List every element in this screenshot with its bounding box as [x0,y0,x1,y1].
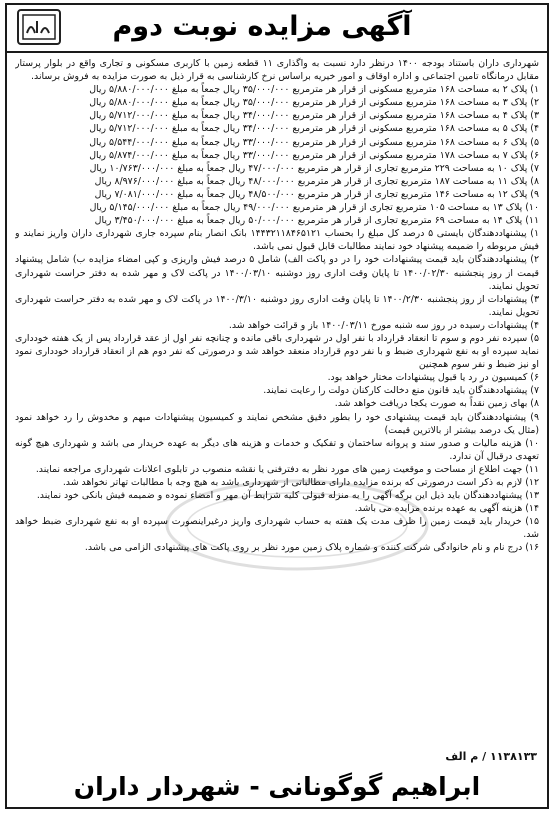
lot-item: ۴) پلاک ۵ به مساحت ۱۶۸ مترمربع مسکونی از قرار هر مترمربع ۳۴/۰۰۰/۰۰۰ ریال جمعاً به مبلغ ۵/۷۱۲/۰۰۰/۰۰۰ ریال [89,123,539,135]
condition-item: ۹) پیشنهاددهندگان باید قیمت پیشنهادی خود را بطور دقیق مشخص نمایند و کمیسیون پیشنهادات مبهم و مخدوش را رد خواهد نمود (مثال یک درصد بیشتر از بالاترین قیمت) [15,411,539,436]
lot-item: ۱) پلاک ۲ به مساحت ۱۶۸ مترمربع مسکونی از قرار هر مترمربع ۳۵/۰۰۰/۰۰۰ ریال جمعاً به مبلغ ۵/۸۸۰/۰۰۰/۰۰۰ ریال [89,84,539,96]
condition-item: ۱۳) پیشنهاددهندگان باید ذیل این برگه آگهی را به منزله قبولی کلیه شرایط آن مهر و امضاء نموده و ضمیمه فیش بانکی خود نمایند. [36,490,539,502]
condition-item: ۱) پیشنهاددهندگان بایستی ۵ درصد کل مبلغ را بحساب ۱۴۴۳۲۱۱۸۴۶۵۱۲۱ بانک انصار بنام سپرده جاری شهرداری داران واریز نمایند و فیش مربوطه را ضمیمه پیشنهاد خود نمایند مطالبات قابل قبول نمی باشد. [15,228,539,253]
condition-item: ۸) بهای زمین نقداً به صورت یکجا دریافت خواهد شد. [334,398,539,410]
page-title: آگهی مزایده نوبت دوم [112,11,412,42]
lot-item: ۹) پلاک ۱۲ به مساحت ۱۴۶ مترمربع تجاری از قرار هر مترمربع ۴۸/۵۰۰/۰۰۰ ریال جمعاً به مبلغ ۷/۰۸۱/۰۰۰/۰۰۰ ریال [94,188,539,200]
lot-item: ۶) پلاک ۷ به مساحت ۱۷۸ مترمربع مسکونی از قرار هر مترمربع ۳۳/۰۰۰/۰۰۰ ریال جمعاً به مبلغ ۵/۸۷۴/۰۰۰/۰۰۰ ریال [89,149,539,161]
advertisement-body [15,57,539,743]
signature: ابراهیم گوگونانی - شهردار داران [73,772,481,801]
lot-item: ۲) پلاک ۳ به مساحت ۱۶۸ مترمربع مسکونی از قرار هر مترمربع ۳۵/۰۰۰/۰۰۰ ریال جمعاً به مبلغ ۵/۸۸۰/۰۰۰/۰۰۰ ریال [89,97,539,109]
lot-item: ۸) پلاک ۱۱ به مساحت ۱۸۷ مترمربع تجاری از قرار هر مترمربع ۴۸/۰۰۰/۰۰۰ ریال جمعاً به مبلغ ۸/۹۷۶/۰۰۰/۰۰۰ ریال [94,175,539,187]
lot-item: ۷) پلاک ۱۰ به مساحت ۲۲۹ مترمربع تجاری از قرار هر مترمربع ۴۷/۰۰۰/۰۰۰ ریال جمعاً به مبلغ ۱۰/۷۶۳/۰۰۰/۰۰۰ ریال [89,162,539,174]
lot-item: ۱۱) پلاک ۱۴ به مساحت ۶۹ مترمربع تجاری از قرار هر مترمربع ۵۰/۰۰۰/۰۰۰ ریال جمعاً به مبلغ ۳/۴۵۰/۰۰۰/۰۰۰ ریال [94,215,539,227]
condition-item: ۱۴) هزینه آگهی به عهده برنده مزایده می باشد. [354,503,539,515]
condition-item: ۱۶) درج نام و نام خانوادگی شرکت کننده و شماره پلاک زمین مورد نظر بر روی پاکت های پیشنهادی الزامی می باشد. [84,542,539,554]
municipality-emblem-icon [21,13,57,41]
condition-item: ۱۲) لازم به ذکر است درصورتی که برنده مزایده دارای مطالباتی از شهرداری باشد به هیچ وجه با مطالبات تهاتر نخواهد شد. [62,477,539,488]
condition-item: ۱۵) خریدار باید قیمت زمین را ظرف مدت یک هفته به حساب شهرداری واریز درغیراینصورت سپرده او به نفع شهرداری ضبط خواهد شد. [15,516,539,541]
advertisement-frame [5,3,549,809]
lot-item: ۳) پلاک ۴ به مساحت ۱۶۸ مترمربع مسکونی از قرار هر مترمربع ۳۴/۰۰۰/۰۰۰ ریال جمعاً به مبلغ ۵/۷۱۲/۰۰۰/۰۰۰ ریال [89,110,539,122]
condition-item: ۱۱) جهت اطلاع از مساحت و موقعیت زمین های مورد نظر به دفترفنی یا نقشه منصوب در تابلوی اعلانات شهرداری مراجعه نمایند. [35,463,539,475]
condition-item: ۵) سپرده نفر دوم و سوم تا انعقاد قرارداد با نفر اول در شهرداری باقی مانده و چنانچه نفر اول از عقد قرارداد پس از یک هفته خودداری نماید سپرده او به نفع شهرداری ضبط و با نفر دوم قرارداد منعقد خواهد شد و درصورتی که نفر دوم هم از انعقاد قرارداد خودداری نمود او نیز ضبط و نفر سوم همچنین [15,332,539,371]
condition-item: ۲) پیشنهاددهندگان باید قیمت پیشنهادات خود را در دو پاکت الف) شامل ۵ درصد فیش واریزی و کپی امضاء مزایده ب) شامل پیشنهاد قیمت از روز پنجشنبه ۱۴۰۰/۰۲/۳۰ تا پایان وقت اداری روز دوشنبه ۱۴۰۰/۰۳/۱۰ در پاکت لاک و مهر شده به دفتر حراست شهرداری تحویل نمایند. [15,254,539,292]
condition-item: ۱۰) هزینه مالیات و صدور سند و پروانه ساختمان و تفکیک و خدمات و هزینه های دیگر به عهده خریدار می باشد و شهرداری هیچ گونه تعهدی درقبال آن ندارد. [15,437,539,462]
header [7,5,547,53]
condition-item: ۶) کمیسیون در رد یا قبول پیشنهادات مختار خواهد بود. [327,372,539,384]
condition-item: ۴) پیشنهادات رسیده در روز سه شنبه مورخ ۱۴۰۰/۰۳/۱۱ باز و قرائت خواهد شد. [228,319,539,331]
condition-item: ۳) پیشنهادات از روز پنجشنبه ۱۴۰۰/۲/۳۰ تا پایان وقت اداری روز دوشنبه ۱۴۰۰/۳/۱۰ در پاکت لاک و مهر شده به دفتر حراست شهرداری تحویل نمایند. [15,293,539,318]
lot-item: ۱۰) پلاک ۱۳ به مساحت ۱۰۵ مترمربع تجاری از قرار هر مترمربع ۴۹/۰۰۰/۰۰۰ ریال جمعاً به مبلغ ۵/۱۴۵/۰۰۰/۰۰۰ ریال [89,202,539,214]
lot-item: ۵) پلاک ۶ به مساحت ۱۶۸ مترمربع مسکونی از قرار هر مترمربع ۳۳/۰۰۰/۰۰۰ ریال جمعاً به مبلغ ۵/۵۴۴/۰۰۰/۰۰۰ ریال [89,136,539,148]
municipality-logo [17,9,61,45]
intro-paragraph: شهرداری داران باستناد بودجه ۱۴۰۰ درنظر دارد نسبت به واگذاری ۱۱ قطعه زمین با کاربری مسکونی و تجاری واقع در بلوار پرستار مقابل درمانگاه تامین اجتماعی و اداره اوقاف و امور خیریه براساس نرخ کارشناسی به قرار ذیل به صورت مزایده به فروش برساند. [15,58,539,83]
reference-number: ۱۱۳۸۱۳۳ / م الف [445,750,537,763]
condition-item: ۷) پیشنهاددهندگان باید قانون منع دخالت کارکنان دولت را رعایت نمایند. [263,385,539,397]
